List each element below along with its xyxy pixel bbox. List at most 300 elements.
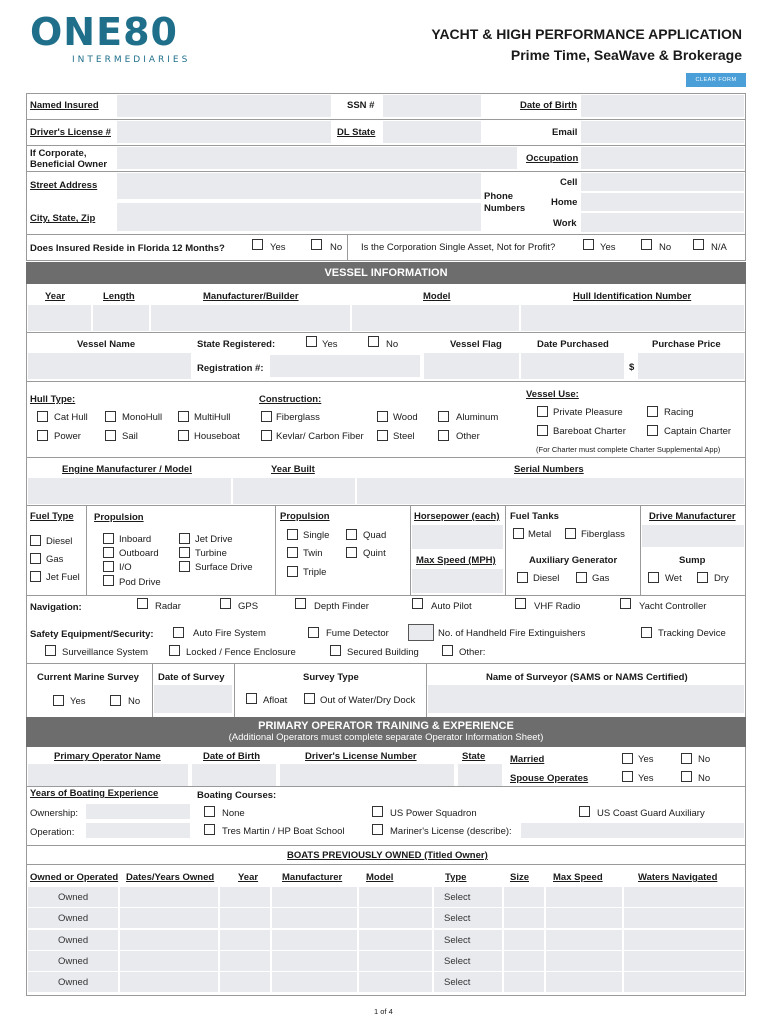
max-speed-field[interactable] [546, 951, 622, 971]
survey-type-label: Survey Type [303, 672, 359, 683]
survey-yes-checkbox[interactable] [53, 695, 64, 706]
mariners-describe-field[interactable] [521, 823, 744, 838]
spouse-operates-label: Spouse Operates [510, 773, 589, 784]
col-size: Size [510, 872, 530, 883]
col-type: Type [445, 872, 467, 883]
date-purchased-field[interactable] [521, 353, 624, 379]
single-label: Single [303, 530, 330, 541]
wood-checkbox[interactable] [377, 411, 388, 422]
turbine-label: Turbine [195, 548, 227, 559]
course-none-checkbox[interactable] [204, 806, 215, 817]
dry-dock-label: Out of Water/Dry Dock [320, 695, 416, 706]
bareboat-checkbox[interactable] [537, 425, 548, 436]
max-speed-field[interactable] [546, 972, 622, 992]
kevlar-label: Kevlar/ Carbon Fiber [276, 431, 364, 442]
years-experience-label: Years of Boating Experience [30, 788, 159, 799]
engine-mfr-field[interactable] [28, 478, 231, 504]
metal-checkbox[interactable] [513, 528, 524, 539]
vessel-flag-label: Vessel Flag [450, 339, 502, 350]
captain-charter-checkbox[interactable] [647, 425, 658, 436]
dollar-sign: $ [629, 362, 635, 373]
spouse-yes-label: Yes [638, 773, 654, 784]
surface-drive-label: Surface Drive [195, 562, 253, 573]
vhf-radio-checkbox[interactable] [515, 598, 526, 609]
state-reg-no-checkbox[interactable] [368, 336, 379, 347]
steel-checkbox[interactable] [377, 430, 388, 441]
survey-yes-label: Yes [70, 696, 86, 707]
model-field[interactable] [359, 887, 432, 907]
married-yes-label: Yes [638, 754, 654, 765]
size-field[interactable] [504, 887, 544, 907]
gps-label: GPS [238, 601, 259, 612]
work-field[interactable] [581, 213, 744, 232]
date-of-survey-label: Date of Survey [158, 672, 225, 683]
length-field[interactable] [93, 305, 149, 331]
private-pleasure-checkbox[interactable] [537, 406, 548, 417]
florida-yes-label: Yes [270, 242, 286, 253]
waters-field[interactable] [624, 951, 744, 971]
locked-fence-checkbox[interactable] [169, 645, 180, 656]
sail-checkbox[interactable] [105, 430, 116, 441]
extinguishers-label: No. of Handheld Fire Extinguishers [438, 628, 586, 639]
boats-previously-owned-title: BOATS PREVIOUSLY OWNED (Titled Owner) [287, 850, 488, 861]
state-registered-label: State Registered: [197, 339, 276, 350]
type-value: Select [444, 977, 471, 988]
ownership-label: Ownership: [30, 808, 79, 819]
max-speed-field[interactable] [546, 887, 622, 907]
model-field[interactable] [359, 930, 432, 950]
logo-wordmark: ONE80 [30, 10, 178, 54]
twin-label: Twin [303, 548, 323, 559]
safety-label: Safety Equipment/Security: [30, 629, 154, 640]
quint-label: Quint [363, 548, 386, 559]
monohull-checkbox[interactable] [105, 411, 116, 422]
occupation-label: Occupation [526, 153, 579, 164]
pod-drive-checkbox[interactable] [103, 575, 114, 586]
course-coast-guard-label: US Coast Guard Auxiliary [597, 808, 705, 819]
col-manufacturer: Manufacturer [282, 872, 343, 883]
street-address-field[interactable] [117, 173, 481, 199]
radar-checkbox[interactable] [137, 598, 148, 609]
home-field[interactable] [581, 193, 744, 211]
houseboat-checkbox[interactable] [178, 430, 189, 441]
type-value: Select [444, 892, 471, 903]
beneficial-owner-field[interactable] [117, 147, 517, 169]
married-no-checkbox[interactable] [681, 753, 692, 764]
corp-question: Is the Corporation Single Asset, Not for Profit? [361, 242, 556, 253]
surveyor-label: Name of Surveyor (SAMS or NAMS Certified) [486, 672, 688, 683]
col-max-speed: Max Speed [553, 872, 603, 883]
registration-field[interactable] [270, 355, 420, 377]
vessel-name-field[interactable] [28, 353, 191, 379]
surface-drive-checkbox[interactable] [179, 561, 190, 572]
fuel-tanks-label: Fuel Tanks [510, 511, 559, 522]
manufacturer-field[interactable] [272, 972, 357, 992]
tracking-device-checkbox[interactable] [641, 627, 652, 638]
corp-na-label: N/A [711, 242, 727, 253]
houseboat-label: Houseboat [194, 431, 240, 442]
operator-license-label: Driver's License Number [305, 751, 417, 762]
married-no-label: No [698, 754, 711, 765]
dl-state-field[interactable] [383, 121, 481, 143]
auto-pilot-label: Auto Pilot [431, 601, 472, 612]
aux-generator-label: Auxiliary Generator [529, 555, 618, 566]
propulsion-type-label: Propulsion [94, 512, 144, 523]
cat-hull-checkbox[interactable] [37, 411, 48, 422]
course-mariners-label: Mariner's License (describe): [390, 826, 512, 837]
surveillance-checkbox[interactable] [45, 645, 56, 656]
depth-finder-label: Depth Finder [314, 601, 369, 612]
occupation-field[interactable] [581, 147, 744, 169]
waters-field[interactable] [624, 972, 744, 992]
serial-numbers-field[interactable] [357, 478, 744, 504]
vessel-use-label: Vessel Use: [526, 389, 579, 400]
extinguishers-count-field[interactable] [408, 624, 434, 641]
type-value: Select [444, 913, 471, 924]
size-field[interactable] [504, 908, 544, 928]
diesel-label: Diesel [46, 536, 73, 547]
year-field[interactable] [220, 887, 270, 907]
fiberglass-tank-checkbox[interactable] [565, 528, 576, 539]
max-speed-field[interactable] [546, 908, 622, 928]
captain-charter-label: Captain Charter [664, 426, 732, 437]
florida-no-checkbox[interactable] [311, 239, 322, 250]
outboard-label: Outboard [119, 548, 159, 559]
twin-checkbox[interactable] [287, 547, 298, 558]
vessel-flag-field[interactable] [424, 353, 519, 379]
owned-value: Owned [58, 913, 89, 924]
survey-no-checkbox[interactable] [110, 695, 121, 706]
col-dates-owned: Dates/Years Owned [126, 872, 215, 883]
email-label: Email [552, 127, 578, 138]
afloat-label: Afloat [263, 695, 288, 706]
sail-label: Sail [122, 431, 138, 442]
surveyor-field[interactable] [428, 685, 744, 713]
monohull-label: MonoHull [122, 412, 163, 423]
city-state-zip-field[interactable] [117, 203, 481, 231]
hull-type-label: Hull Type: [30, 394, 76, 405]
navigation-label: Navigation: [30, 602, 82, 613]
operator-name-field[interactable] [28, 764, 188, 786]
course-mariners-checkbox[interactable] [372, 824, 383, 835]
work-label: Work [553, 218, 577, 229]
type-value: Select [444, 935, 471, 946]
vessel-info-band: VESSEL INFORMATION [26, 262, 746, 284]
current-survey-label: Current Marine Survey [37, 672, 139, 683]
clear-form-button[interactable]: CLEAR FORM [686, 73, 746, 87]
aux-diesel-checkbox[interactable] [517, 572, 528, 583]
multihull-label: MultiHull [194, 412, 231, 423]
home-label: Home [551, 197, 578, 208]
wood-label: Wood [393, 412, 418, 423]
bareboat-label: Bareboat Charter [553, 426, 626, 437]
course-power-squadron-label: US Power Squadron [390, 808, 477, 819]
model-field[interactable] [359, 972, 432, 992]
other-construction-label: Other [456, 431, 480, 442]
hin-field[interactable] [521, 305, 744, 331]
operation-field[interactable] [86, 823, 190, 838]
private-pleasure-label: Private Pleasure [553, 407, 623, 418]
florida-question: Does Insured Reside in Florida 12 Months? [30, 243, 225, 254]
manufacturer-field[interactable] [272, 887, 357, 907]
date-of-survey-field[interactable] [154, 685, 232, 713]
state-reg-yes-checkbox[interactable] [306, 336, 317, 347]
operation-label: Operation: [30, 827, 75, 838]
spouse-yes-checkbox[interactable] [622, 771, 633, 782]
corp-no-label: No [659, 242, 672, 253]
operator-dob-label: Date of Birth [203, 751, 260, 762]
survey-no-label: No [128, 696, 141, 707]
fiberglass-tank-label: Fiberglass [581, 529, 625, 540]
size-field[interactable] [504, 972, 544, 992]
size-field[interactable] [504, 930, 544, 950]
vessel-name-label: Vessel Name [77, 339, 136, 350]
married-yes-checkbox[interactable] [622, 753, 633, 764]
course-none-label: None [222, 808, 245, 819]
gas-checkbox[interactable] [30, 553, 41, 564]
jet-fuel-label: Jet Fuel [46, 572, 80, 583]
corp-yes-label: Yes [600, 242, 616, 253]
waters-field[interactable] [624, 908, 744, 928]
length-label: Length [103, 291, 135, 302]
engine-mfr-label: Engine Manufacturer / Model [62, 464, 192, 475]
operator-license-field[interactable] [280, 764, 454, 786]
waters-field[interactable] [624, 887, 744, 907]
course-coast-guard-checkbox[interactable] [579, 806, 590, 817]
serial-numbers-label: Serial Numbers [514, 464, 584, 475]
named-insured-label: Named Insured [30, 100, 99, 111]
florida-no-label: No [330, 242, 343, 253]
depth-finder-checkbox[interactable] [295, 598, 306, 609]
drive-mfr-field[interactable] [642, 525, 744, 547]
corp-no-checkbox[interactable] [641, 239, 652, 250]
size-field[interactable] [504, 951, 544, 971]
triple-checkbox[interactable] [287, 566, 298, 577]
manufacturer-field[interactable] [151, 305, 350, 331]
email-field[interactable] [581, 121, 744, 143]
single-checkbox[interactable] [287, 529, 298, 540]
metal-label: Metal [528, 529, 552, 540]
florida-yes-checkbox[interactable] [252, 239, 263, 250]
sump-label: Sump [679, 555, 706, 566]
secured-building-checkbox[interactable] [330, 645, 341, 656]
purchase-price-label: Purchase Price [652, 339, 721, 350]
charter-note: (For Charter must complete Charter Supplemental App) [536, 445, 721, 454]
locked-fence-label: Locked / Fence Enclosure [186, 647, 296, 658]
aluminum-checkbox[interactable] [438, 411, 449, 422]
ssn-label: SSN # [347, 100, 375, 111]
inboard-checkbox[interactable] [103, 533, 114, 544]
model-label: Model [423, 291, 451, 302]
fuel-type-label: Fuel Type [30, 511, 74, 522]
cat-hull-label: Cat Hull [54, 412, 88, 423]
quint-checkbox[interactable] [346, 547, 357, 558]
spouse-no-label: No [698, 773, 711, 784]
operator-dob-field[interactable] [192, 764, 276, 786]
year-label: Year [45, 291, 66, 302]
year-field[interactable] [28, 305, 91, 331]
gps-checkbox[interactable] [220, 598, 231, 609]
dates-field[interactable] [120, 972, 218, 992]
state-reg-no-label: No [386, 339, 399, 350]
logo-subtitle: INTERMEDIARIES [72, 55, 191, 65]
corp-yes-checkbox[interactable] [583, 239, 594, 250]
kevlar-checkbox[interactable] [261, 430, 272, 441]
sump-dry-checkbox[interactable] [697, 572, 708, 583]
col-year: Year [238, 872, 259, 883]
aux-gas-label: Gas [592, 573, 610, 584]
corporate-label: If Corporate, Beneficial Owner [30, 148, 108, 170]
turbine-checkbox[interactable] [179, 547, 190, 558]
propulsion-count-label: Propulsion [280, 511, 330, 522]
yacht-controller-checkbox[interactable] [620, 598, 631, 609]
fume-detector-checkbox[interactable] [308, 627, 319, 638]
construction-label: Construction: [259, 394, 322, 405]
course-tres-checkbox[interactable] [204, 824, 215, 835]
drivers-license-label: Driver's License # [30, 127, 111, 138]
year-built-field[interactable] [233, 478, 355, 504]
other-safety-checkbox[interactable] [442, 645, 453, 656]
hin-label: Hull Identification Number [573, 291, 692, 302]
triple-label: Triple [303, 567, 327, 578]
manufacturer-label: Manufacturer/Builder [203, 291, 299, 302]
drivers-license-field[interactable] [117, 121, 331, 143]
inboard-label: Inboard [119, 534, 152, 545]
max-speed-label: Max Speed (MPH) [416, 555, 496, 566]
racing-label: Racing [664, 407, 694, 418]
auto-fire-checkbox[interactable] [173, 627, 184, 638]
secured-building-label: Secured Building [347, 647, 419, 658]
max-speed-field[interactable] [412, 569, 503, 593]
io-label: I/O [119, 562, 132, 573]
other-construction-checkbox[interactable] [438, 430, 449, 441]
outboard-checkbox[interactable] [103, 547, 114, 558]
jet-drive-checkbox[interactable] [179, 533, 190, 544]
owned-value: Owned [58, 935, 89, 946]
drive-mfr-label: Drive Manufacturer [649, 511, 736, 522]
manufacturer-field[interactable] [272, 908, 357, 928]
operator-name-label: Primary Operator Name [54, 751, 161, 762]
io-checkbox[interactable] [103, 561, 114, 572]
model-field[interactable] [359, 951, 432, 971]
dry-dock-checkbox[interactable] [304, 693, 315, 704]
col-waters: Waters Navigated [638, 872, 718, 883]
aluminum-label: Aluminum [456, 412, 499, 423]
model-field[interactable] [359, 908, 432, 928]
year-field[interactable] [220, 972, 270, 992]
year-field[interactable] [220, 951, 270, 971]
fiberglass-checkbox[interactable] [261, 411, 272, 422]
auto-pilot-checkbox[interactable] [412, 598, 423, 609]
racing-checkbox[interactable] [647, 406, 658, 417]
cell-field[interactable] [581, 173, 744, 191]
course-power-squadron-checkbox[interactable] [372, 806, 383, 817]
aux-gas-checkbox[interactable] [576, 572, 587, 583]
owned-value: Owned [58, 977, 89, 988]
waters-field[interactable] [624, 930, 744, 950]
diesel-checkbox[interactable] [30, 535, 41, 546]
power-checkbox[interactable] [37, 430, 48, 441]
col-owned-operated: Owned or Operated [30, 872, 119, 883]
page-number: 1 of 4 [374, 1007, 393, 1016]
operator-state-label: State [462, 751, 486, 762]
fume-detector-label: Fume Detector [326, 628, 389, 639]
street-address-label: Street Address [30, 180, 98, 191]
dob-field[interactable] [581, 95, 744, 117]
tracking-device-label: Tracking Device [658, 628, 726, 639]
phone-numbers-label: Phone Numbers [484, 191, 526, 214]
auto-fire-label: Auto Fire System [193, 628, 266, 639]
aux-diesel-label: Diesel [533, 573, 560, 584]
manufacturer-field[interactable] [272, 930, 357, 950]
state-reg-yes-label: Yes [322, 339, 338, 350]
model-field[interactable] [352, 305, 519, 331]
operator-band: PRIMARY OPERATOR TRAINING & EXPERIENCE (Additional Operators must complete separate Operator Information Sheet) [26, 717, 746, 747]
operator-state-field[interactable] [458, 764, 502, 786]
corp-na-checkbox[interactable] [693, 239, 704, 250]
radar-label: Radar [155, 601, 181, 612]
ownership-field[interactable] [86, 804, 190, 819]
form-subtitle: Prime Time, SeaWave & Brokerage [510, 47, 742, 63]
max-speed-field[interactable] [546, 930, 622, 950]
named-insured-field[interactable] [117, 95, 331, 117]
sump-dry-label: Dry [714, 573, 729, 584]
course-tres-label: Tres Martin / HP Boat School [222, 826, 345, 837]
surveillance-label: Surveillance System [62, 647, 149, 658]
city-state-zip-label: City, State, Zip [30, 213, 96, 224]
jet-fuel-checkbox[interactable] [30, 571, 41, 582]
yacht-controller-label: Yacht Controller [639, 601, 707, 612]
sump-wet-label: Wet [665, 573, 682, 584]
afloat-checkbox[interactable] [246, 693, 257, 704]
pod-drive-label: Pod Drive [119, 577, 161, 588]
spouse-no-checkbox[interactable] [681, 771, 692, 782]
registration-label: Registration #: [197, 363, 264, 374]
cell-label: Cell [560, 177, 578, 188]
ssn-field[interactable] [383, 95, 481, 117]
vhf-radio-label: VHF Radio [534, 601, 581, 612]
jet-drive-label: Jet Drive [195, 534, 233, 545]
manufacturer-field[interactable] [272, 951, 357, 971]
dates-field[interactable] [120, 908, 218, 928]
dl-state-label: DL State [337, 127, 376, 138]
dates-field[interactable] [120, 887, 218, 907]
year-field[interactable] [220, 930, 270, 950]
horsepower-label: Horsepower (each) [414, 511, 500, 522]
owned-value: Owned [58, 892, 89, 903]
year-built-label: Year Built [271, 464, 315, 475]
multihull-checkbox[interactable] [178, 411, 189, 422]
col-model: Model [366, 872, 394, 883]
dates-field[interactable] [120, 951, 218, 971]
fiberglass-label: Fiberglass [276, 412, 320, 423]
gas-label: Gas [46, 554, 64, 565]
owned-value: Owned [58, 956, 89, 967]
horsepower-field[interactable] [412, 525, 503, 549]
boating-courses-label: Boating Courses: [197, 790, 277, 801]
power-label: Power [54, 431, 81, 442]
other-safety-label: Other: [459, 647, 486, 658]
quad-checkbox[interactable] [346, 529, 357, 540]
type-value: Select [444, 956, 471, 967]
quad-label: Quad [363, 530, 387, 541]
married-label: Married [510, 754, 545, 765]
steel-label: Steel [393, 431, 415, 442]
dates-field[interactable] [120, 930, 218, 950]
purchase-price-field[interactable] [638, 353, 744, 379]
year-field[interactable] [220, 908, 270, 928]
sump-wet-checkbox[interactable] [648, 572, 659, 583]
